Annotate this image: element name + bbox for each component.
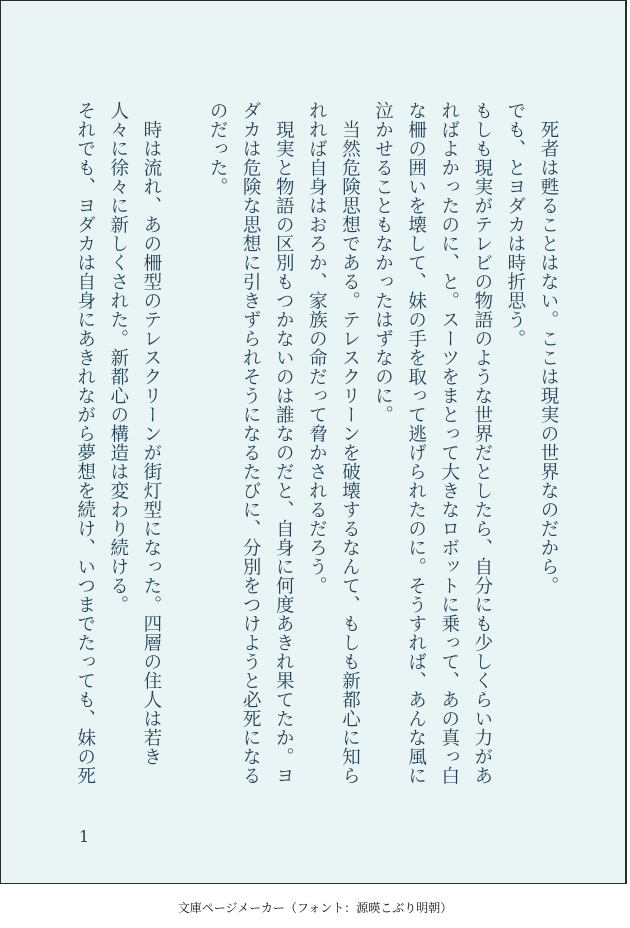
paragraph: でも、とヨダカは時折思う。: [504, 101, 526, 348]
page-number: 1: [79, 827, 90, 846]
paragraph: 死者は甦ることはない。ここは現実の世界なのだから。: [538, 119, 559, 595]
paragraph: 時は流れ、あの柵型のテレスクリーンが街灯型になった。四層の住人は若き人々に徐々に新しくされた。新都心の構造は変わり続ける。: [107, 101, 162, 766]
paragraph: それでも、ヨダカは自身にあきれながら夢想を続け、いつまでたっても、妹の死: [74, 101, 96, 785]
paragraph: 現実と物語の区別もつかないのは誰なのだと、自身に何度あきれ果てたか。ヨダカは危険な思想に引きずられそうになるたびに、分別をつけようと必死になるのだった。: [207, 101, 295, 785]
footer-caption: 文庫ページメーカー（フォント：源暎こぶり明朝）: [177, 901, 453, 915]
paragraph: 当然危険思想である。テレスクリーンを破壊するなんて、もしも新都心に知られれば自身はおろか、家族の命だって脅かされるだろう。: [306, 101, 361, 785]
paragraph: もしも現実がテレビの物語のような世界だとしたら、自分にも少しくらい力があればよかったのに、と。スーツをまとって大きなロボットに乗って、あの真っ白な柵の囲いを壊して、妹の手を取って逃げられたのに。そうすれば、あんな風に泣かせることもなかったはずなのに。: [372, 101, 493, 785]
blank-line: [168, 101, 201, 801]
vertical-text-body: [69, 101, 565, 801]
